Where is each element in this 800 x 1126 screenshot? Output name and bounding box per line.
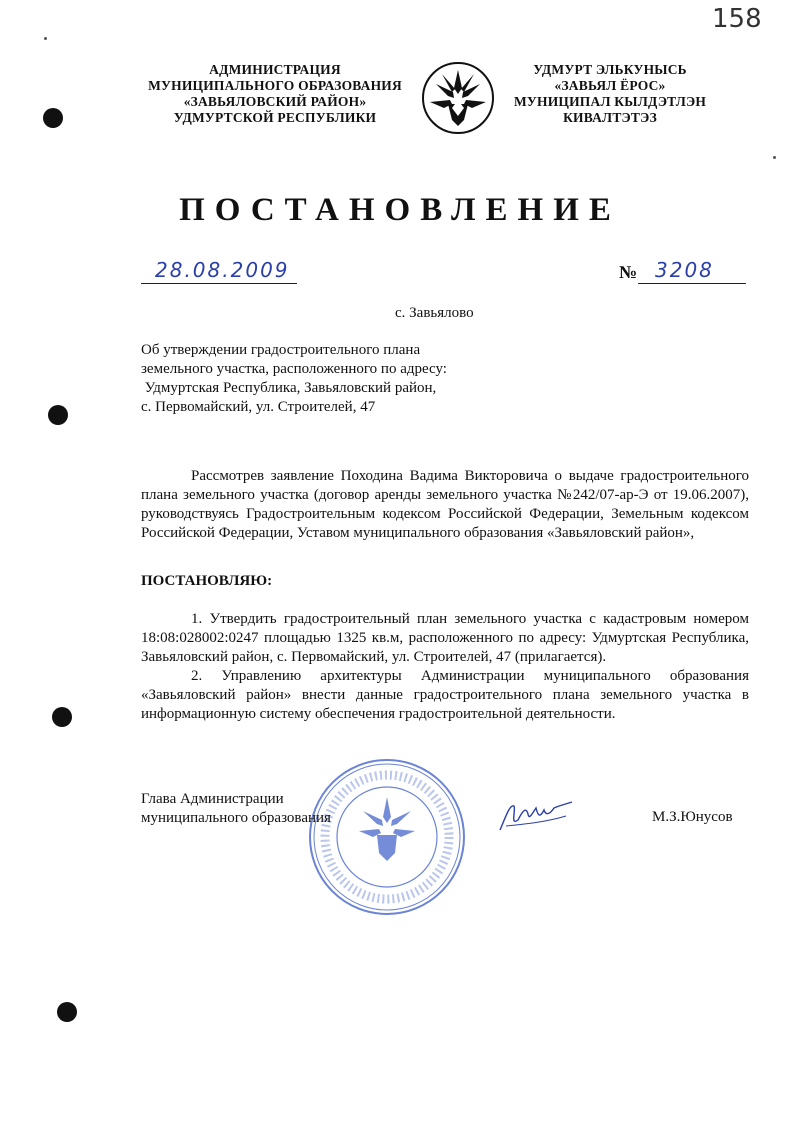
subject bbox=[141, 341, 447, 417]
document-date: 28.08.2009 bbox=[155, 258, 290, 282]
date-underline bbox=[141, 283, 297, 284]
header-right-line: МУНИЦИПАЛ КЫЛДЭТЛЭН bbox=[513, 94, 707, 109]
number-label: № bbox=[619, 262, 638, 282]
punch-hole bbox=[52, 707, 72, 727]
document-number: 3208 bbox=[655, 258, 714, 282]
subject-line: Удмуртская Республика, Завьяловский район, bbox=[141, 380, 437, 396]
signatory-title-line: Глава Администрации bbox=[141, 791, 284, 807]
header-right-line: «ЗАВЬЯЛ ЁРОС» bbox=[554, 78, 666, 93]
speck bbox=[44, 37, 47, 40]
punch-hole bbox=[57, 1002, 77, 1022]
signatory-title bbox=[141, 790, 331, 828]
document-title: ПОСТАНОВЛЕНИЕ bbox=[179, 192, 621, 228]
subject-line: земельного участка, расположенного по адресу: bbox=[141, 361, 447, 377]
header-left-line: АДМИНИСТРАЦИЯ bbox=[209, 62, 341, 77]
decree-word: ПОСТАНОВЛЯЮ: bbox=[141, 573, 273, 589]
subject-line: Об утверждении градостроительного плана bbox=[141, 342, 421, 358]
header-right-line: УДМУРТ ЭЛЬКУНЫСЬ bbox=[533, 62, 687, 77]
subject-line: с. Первомайский, ул. Строителей, 47 bbox=[141, 399, 376, 415]
header-left bbox=[140, 62, 410, 126]
preamble: Рассмотрев заявление Походина Вадима Викторовича о выдаче градостроительного плана земельного участка (договор аренды земельного участка №242/07-ар-Э от 19.06.2007), руководствуясь Градостроительным кодексом Российской Федерации, Земельным кодексом Российской Федерации, Уставом муниципального образования «Завьяловский район», bbox=[141, 468, 749, 541]
header-left-line: МУНИЦИПАЛЬНОГО ОБРАЗОВАНИЯ bbox=[148, 78, 402, 93]
decree-item: 1. Утвердить градостроительный план земельного участка с кадастровым номером 18:08:028002:0247 площадью 1325 кв.м, расположенного по адресу: Удмуртская Республика, Завьяловский район, с. Первомайский, ул. Строителей, 47 (прилагается). bbox=[141, 611, 749, 665]
header-left-line: УДМУРТСКОЙ РЕСПУБЛИКИ bbox=[173, 110, 377, 125]
punch-hole bbox=[43, 108, 63, 128]
signatory-title-line: муниципального образования bbox=[141, 810, 331, 826]
punch-hole bbox=[48, 405, 68, 425]
official-seal bbox=[307, 757, 467, 917]
header-right bbox=[500, 62, 720, 126]
speck bbox=[773, 156, 776, 159]
handwritten-signature bbox=[496, 796, 576, 836]
number-underline bbox=[638, 283, 746, 284]
place: с. Завьялово bbox=[395, 305, 474, 321]
signatory-name: М.З.Юнусов bbox=[652, 809, 733, 825]
header-right-line: КИВАЛТЭТЭЗ bbox=[563, 110, 657, 125]
header-left-line: «ЗАВЬЯЛОВСКИЙ РАЙОН» bbox=[183, 94, 367, 109]
archive-number: 158 bbox=[712, 4, 762, 34]
coat-of-arms-icon bbox=[420, 60, 496, 136]
decree-item: 2. Управлению архитектуры Администрации муниципального образования «Завьяловский район» внести данные градостроительного плана земельного участка в информационную систему обеспечения градостроительной деятельности. bbox=[141, 668, 749, 722]
